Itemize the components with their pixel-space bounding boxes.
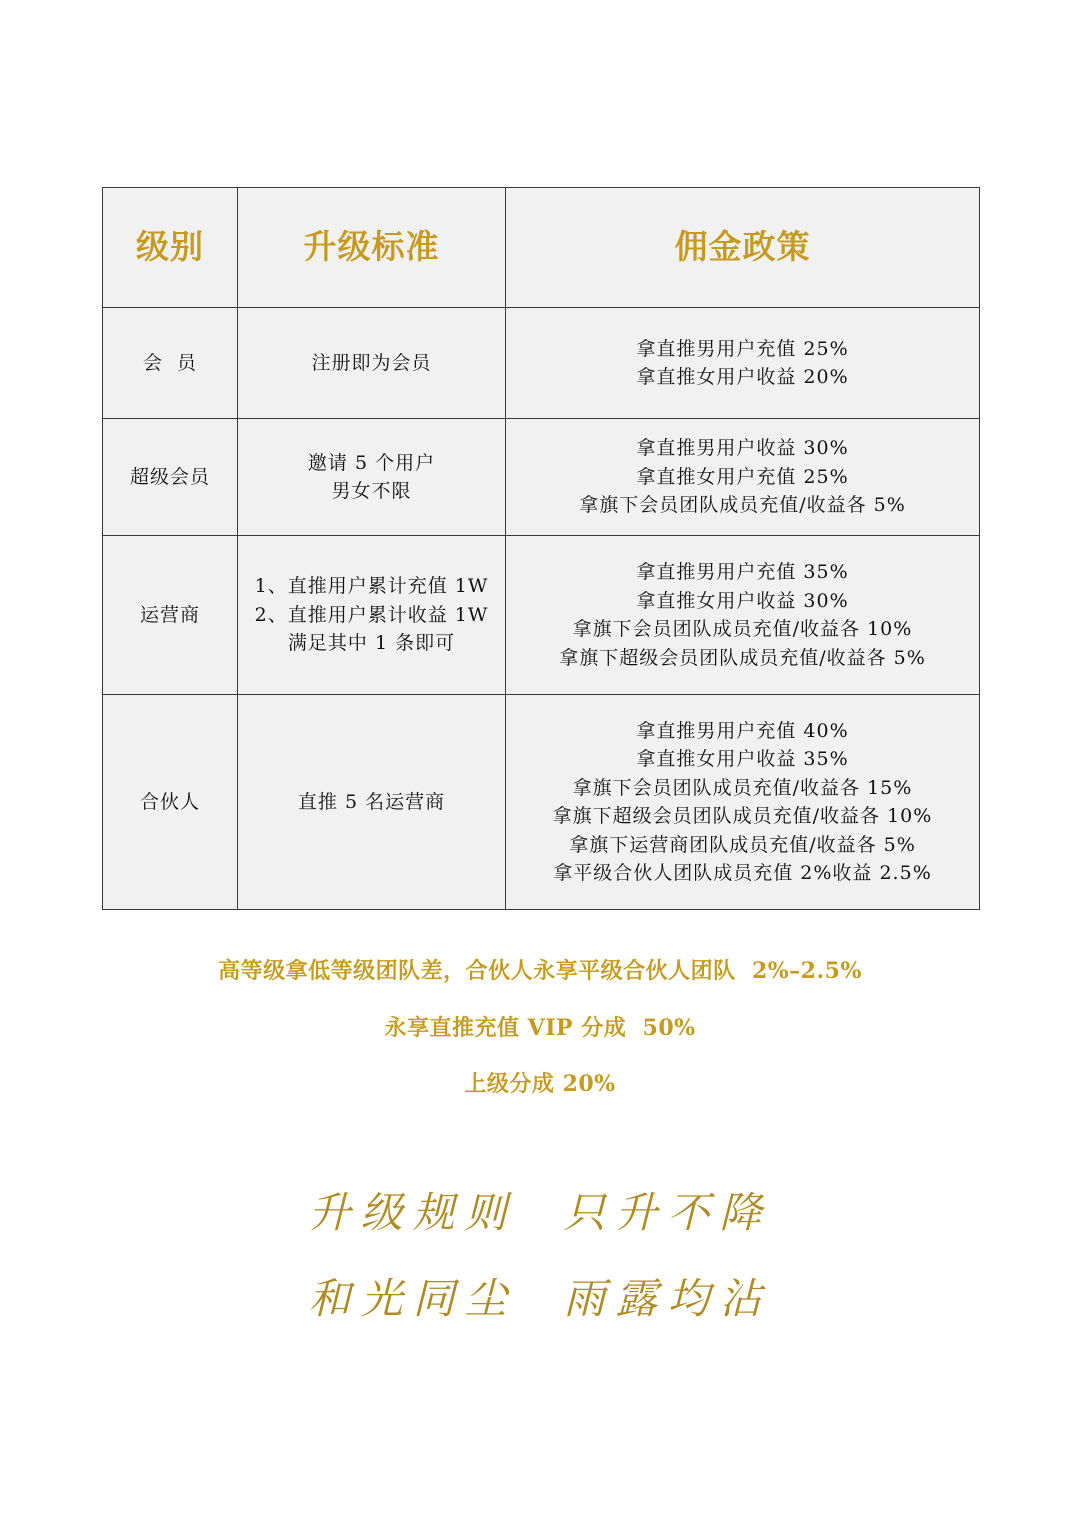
policy-line: 拿旗下运营商团队成员充值/收益各 5% bbox=[569, 833, 916, 856]
criteria-line: 男女不限 bbox=[331, 480, 412, 502]
level-cell: 会 员 bbox=[103, 308, 238, 419]
criteria-line: 满足其中 1 条即可 bbox=[287, 632, 456, 655]
criteria-cell bbox=[238, 695, 506, 910]
note-vip-share: 永享直推充值 VIP 分成 50% bbox=[384, 1015, 696, 1041]
level-cell: 合伙人 bbox=[103, 695, 238, 910]
criteria-line: 直推 5 名运营商 bbox=[297, 790, 446, 813]
policy-cell bbox=[506, 536, 980, 695]
policy-line: 拿直推女用户收益 35% bbox=[636, 748, 849, 770]
policy-line: 拿直推女用户收益 30% bbox=[636, 589, 849, 612]
table-row-super-member bbox=[103, 419, 980, 536]
policy-line: 拿旗下会员团队成员充值/收益各 15% bbox=[572, 776, 913, 799]
table-header-row bbox=[103, 188, 980, 308]
policy-line: 拿直推女用户收益 20% bbox=[636, 366, 849, 388]
note-superior-share: 上级分成 20% bbox=[464, 1071, 616, 1097]
header-level: 级别 bbox=[103, 188, 238, 308]
commission-policy-table bbox=[102, 187, 980, 910]
level-cell: 超级会员 bbox=[103, 419, 238, 536]
policy-line: 拿旗下会员团队成员充值/收益各 5% bbox=[579, 494, 906, 517]
slogan-share-benefits: 和光同尘 雨露均沾 bbox=[308, 1274, 772, 1323]
policy-line: 拿直推男用户充值 25% bbox=[636, 337, 849, 360]
policy-line: 拿直推男用户充值 35% bbox=[636, 561, 849, 583]
policy-line: 拿直推女用户充值 25% bbox=[636, 465, 849, 488]
policy-line: 拿旗下超级会员团队成员充值/收益各 10% bbox=[552, 805, 933, 827]
criteria-cell bbox=[238, 419, 506, 536]
note-team-difference: 高等级拿低等级团队差，合伙人永享平级合伙人团队 2%–2.5% bbox=[218, 958, 862, 984]
level-cell: 运营商 bbox=[103, 536, 238, 695]
header-policy: 佣金政策 bbox=[506, 188, 980, 308]
criteria-line: 2、直推用户累计收益 1W bbox=[254, 603, 489, 626]
policy-line: 拿直推男用户充值 40% bbox=[636, 719, 849, 742]
policy-line: 拿旗下会员团队成员充值/收益各 10% bbox=[572, 618, 913, 640]
policy-line: 拿平级合伙人团队成员充值 2%收益 2.5% bbox=[553, 862, 932, 884]
table-row-member bbox=[103, 308, 980, 419]
policy-line: 拿旗下超级会员团队成员充值/收益各 5% bbox=[559, 646, 926, 669]
criteria-line: 注册即为会员 bbox=[311, 351, 432, 374]
table-row-operator bbox=[103, 536, 980, 695]
policy-line: 拿直推男用户收益 30% bbox=[636, 437, 849, 460]
policy-cell bbox=[506, 308, 980, 419]
table-row-partner bbox=[103, 695, 980, 910]
criteria-line: 邀请 5 个用户 bbox=[307, 451, 436, 474]
slogan-upgrade-rule: 升级规则 只升不降 bbox=[308, 1188, 772, 1237]
criteria-cell bbox=[238, 308, 506, 419]
header-criteria: 升级标准 bbox=[238, 188, 506, 308]
criteria-line: 1、直推用户累计充值 1W bbox=[254, 575, 489, 598]
criteria-cell bbox=[238, 536, 506, 695]
policy-cell bbox=[506, 419, 980, 536]
policy-cell bbox=[506, 695, 980, 910]
